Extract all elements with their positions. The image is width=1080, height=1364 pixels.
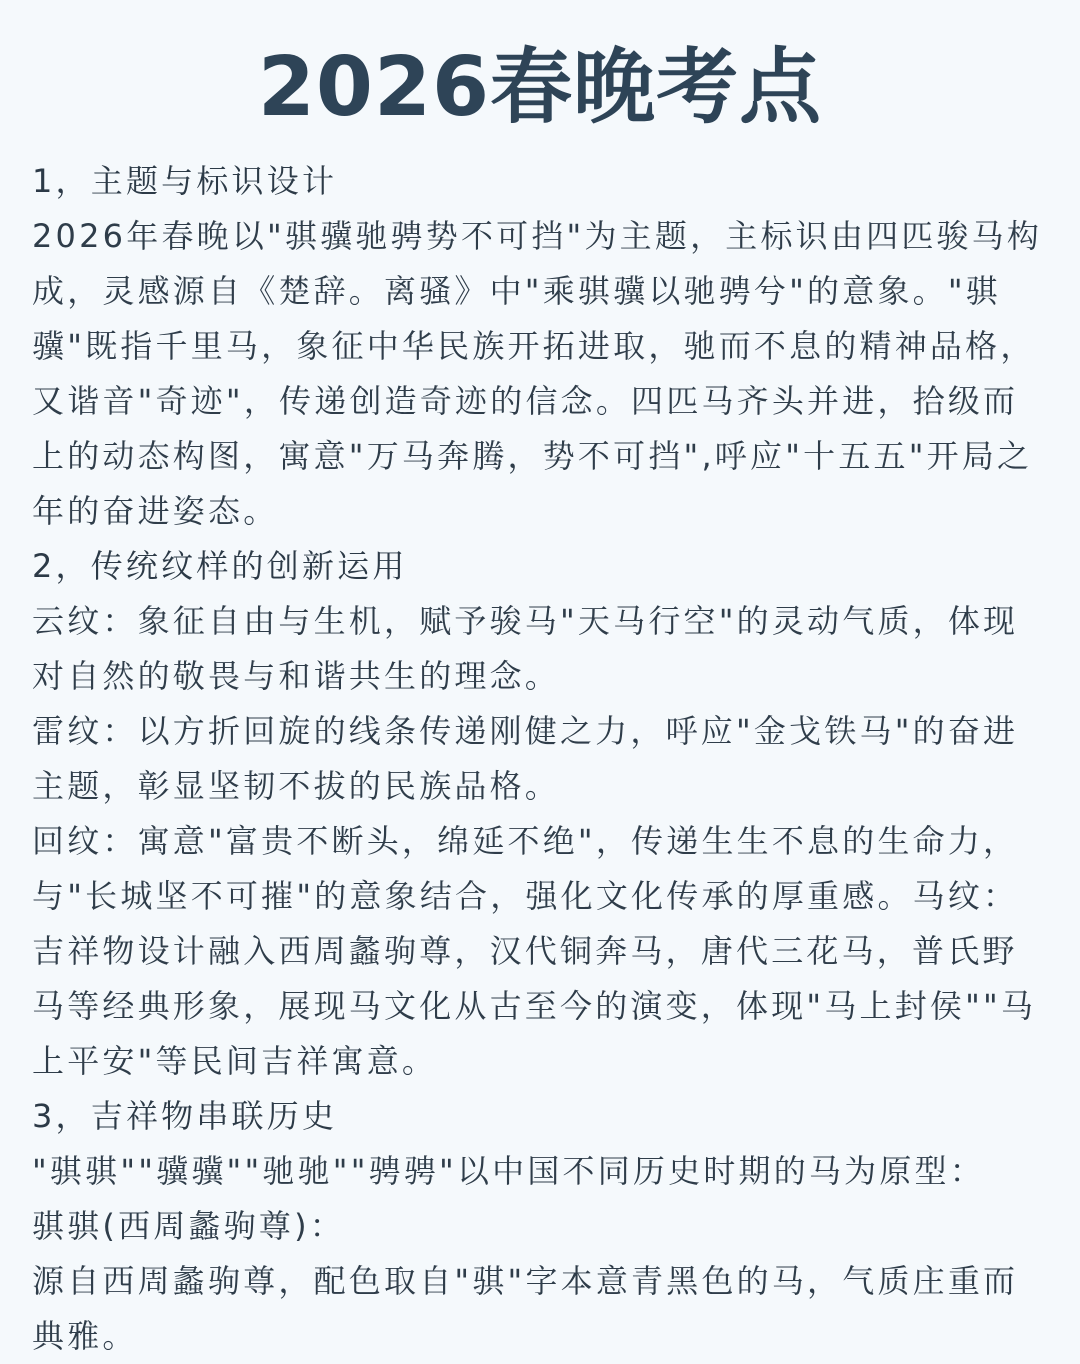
paragraph-line: 雷纹：以方折回旋的线条传递刚健之力，呼应"金戈铁马"的奋进 bbox=[32, 712, 1019, 750]
document-body bbox=[32, 154, 1048, 1364]
paragraph-line: 又谐音"奇迹"，传递创造奇迹的信念。四匹马齐头并进，拾级而 bbox=[32, 382, 1019, 420]
paragraph-line: 回纹：寓意"富贵不断头，绵延不绝"，传递生生不息的生命力， bbox=[32, 822, 1019, 860]
paragraph-line: 年的奋进姿态。 bbox=[32, 492, 279, 530]
paragraph-line: 骥"既指千里马，象征中华民族开拓进取，驰而不息的精神品格， bbox=[32, 327, 1036, 365]
paragraph-line: 主题，彰显坚韧不拔的民族品格。 bbox=[32, 767, 561, 805]
paragraph-line: 上平安"等民间吉祥寓意。 bbox=[32, 1042, 438, 1080]
paragraph-line: 云纹：象征自由与生机，赋予骏马"天马行空"的灵动气质，体现 bbox=[32, 602, 1019, 640]
paragraph-line: 上的动态构图，寓意"万马奔腾，势不可挡",呼应"十五五"开局之 bbox=[32, 437, 1033, 475]
page-title: 2026春晚考点 bbox=[257, 40, 823, 135]
paragraph-line: 2026年春晚以"骐骥驰骋势不可挡"为主题，主标识由四匹骏马构 bbox=[32, 217, 1043, 255]
paragraph-line: 对自然的敬畏与和谐共生的理念。 bbox=[32, 657, 561, 695]
paragraph-line: 源自西周蠡驹尊，配色取自"骐"字本意青黑色的马，气质庄重而 bbox=[32, 1262, 1019, 1300]
paragraph-line: 与"长城坚不可摧"的意象结合，强化文化传承的厚重感。马纹： bbox=[32, 877, 1019, 915]
paragraph-line: 马等经典形象，展现马文化从古至今的演变，体现"马上封侯""马 bbox=[32, 987, 1037, 1025]
paragraph-line: 成，灵感源自《楚辞。离骚》中"乘骐骥以驰骋兮"的意象。"骐 bbox=[32, 272, 1001, 310]
paragraph-line: "骐骐""骥骥""驰驰""骋骋"以中国不同历史时期的马为原型： bbox=[32, 1152, 985, 1190]
paragraph-line: 骐骐(西周蠡驹尊)： bbox=[32, 1207, 345, 1245]
section-heading-1: 1，主题与标识设计 bbox=[32, 162, 338, 200]
section-heading-2: 2，传统纹样的创新运用 bbox=[32, 547, 408, 585]
paragraph-line: 典雅。 bbox=[32, 1317, 138, 1355]
section-heading-3: 3，吉祥物串联历史 bbox=[32, 1097, 338, 1135]
paragraph-line: 吉祥物设计融入西周蠡驹尊，汉代铜奔马，唐代三花马，普氏野 bbox=[32, 932, 1018, 970]
